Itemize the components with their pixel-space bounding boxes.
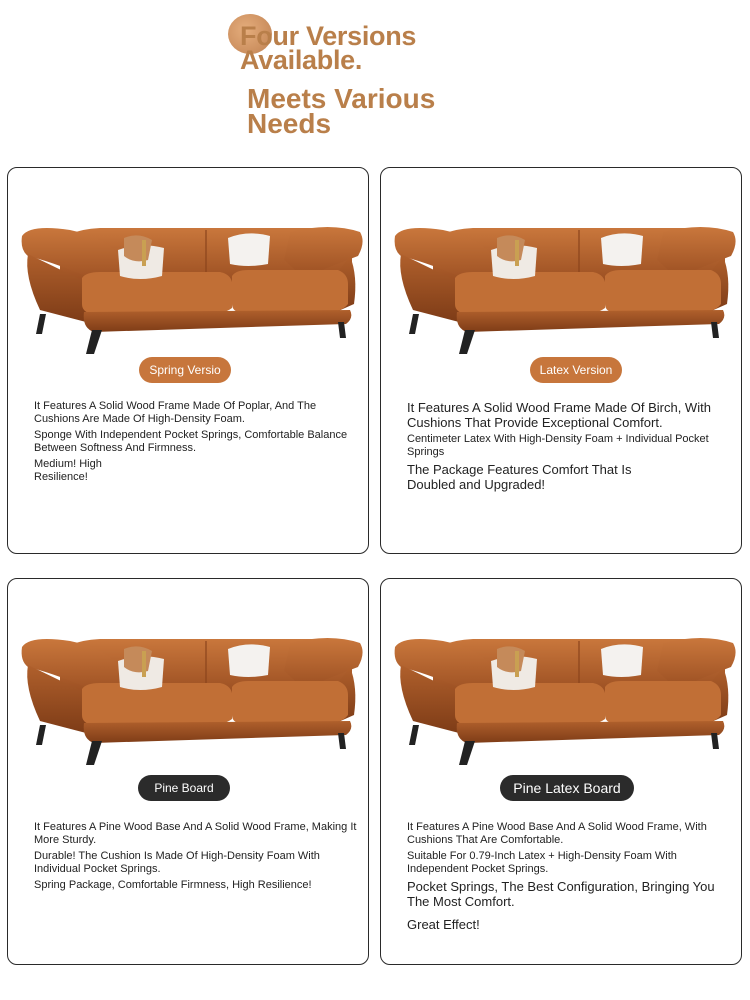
version-card-spring	[7, 167, 369, 554]
version-card-latex	[380, 167, 742, 554]
description-line: Suitable For 0.79-Inch Latex + High-Density Foam With Independent Pocket Springs.	[407, 850, 677, 875]
version-description	[407, 400, 731, 495]
version-badge: Pine Board	[138, 775, 230, 801]
sofa-image	[20, 220, 366, 355]
subtitle-line-1: Meets Various	[247, 83, 436, 114]
version-description	[34, 400, 358, 487]
description-line: Durable! The Cushion Is Made Of High-Density Foam With Individual Pocket Springs.	[34, 850, 320, 875]
description-line: It Features A Pine Wood Base And A Solid Wood Frame, With Cushions That Are Comfortable.	[407, 821, 707, 846]
version-description	[407, 821, 739, 935]
title-line-1: Four Versions	[240, 21, 417, 51]
title-line-2: Available.	[240, 45, 363, 75]
description-line: It Features A Solid Wood Frame Made Of Birch, With Cushions That Provide Exceptional Comfort.	[407, 400, 711, 430]
description-line: Spring Package, Comfortable Firmness, High Resilience!	[34, 879, 312, 891]
description-line: Pocket Springs, The Best Configuration, Bringing You The Most Comfort.	[407, 879, 715, 909]
sofa-image	[20, 631, 366, 766]
sofa-image	[393, 631, 739, 766]
subtitle-line-2: Needs	[247, 108, 332, 139]
description-line: Medium! High Resilience!	[34, 458, 102, 483]
description-line: Centimeter Latex With High-Density Foam + Individual Pocket Springs	[407, 433, 709, 458]
sofa-image	[393, 220, 739, 355]
version-badge: Pine Latex Board	[500, 775, 634, 801]
version-badge: Spring Versio	[139, 357, 231, 383]
page-subtitle	[247, 83, 436, 139]
description-line: Great Effect!	[407, 917, 480, 932]
version-card-pine-latex	[380, 578, 742, 965]
description-line: Sponge With Independent Pocket Springs, Comfortable Balance Between Softness And Firmness.	[34, 429, 348, 454]
page-title	[240, 21, 417, 75]
description-line: It Features A Solid Wood Frame Made Of Poplar, And The Cushions Are Made Of High-Density Foam.	[34, 400, 317, 425]
description-line: The Package Features Comfort That Is Doubled and Upgraded!	[407, 462, 632, 492]
version-description	[34, 821, 358, 895]
version-badge: Latex Version	[530, 357, 622, 383]
description-line: It Features A Pine Wood Base And A Solid Wood Frame, Making It More Sturdy.	[34, 821, 357, 846]
version-card-pine	[7, 578, 369, 965]
